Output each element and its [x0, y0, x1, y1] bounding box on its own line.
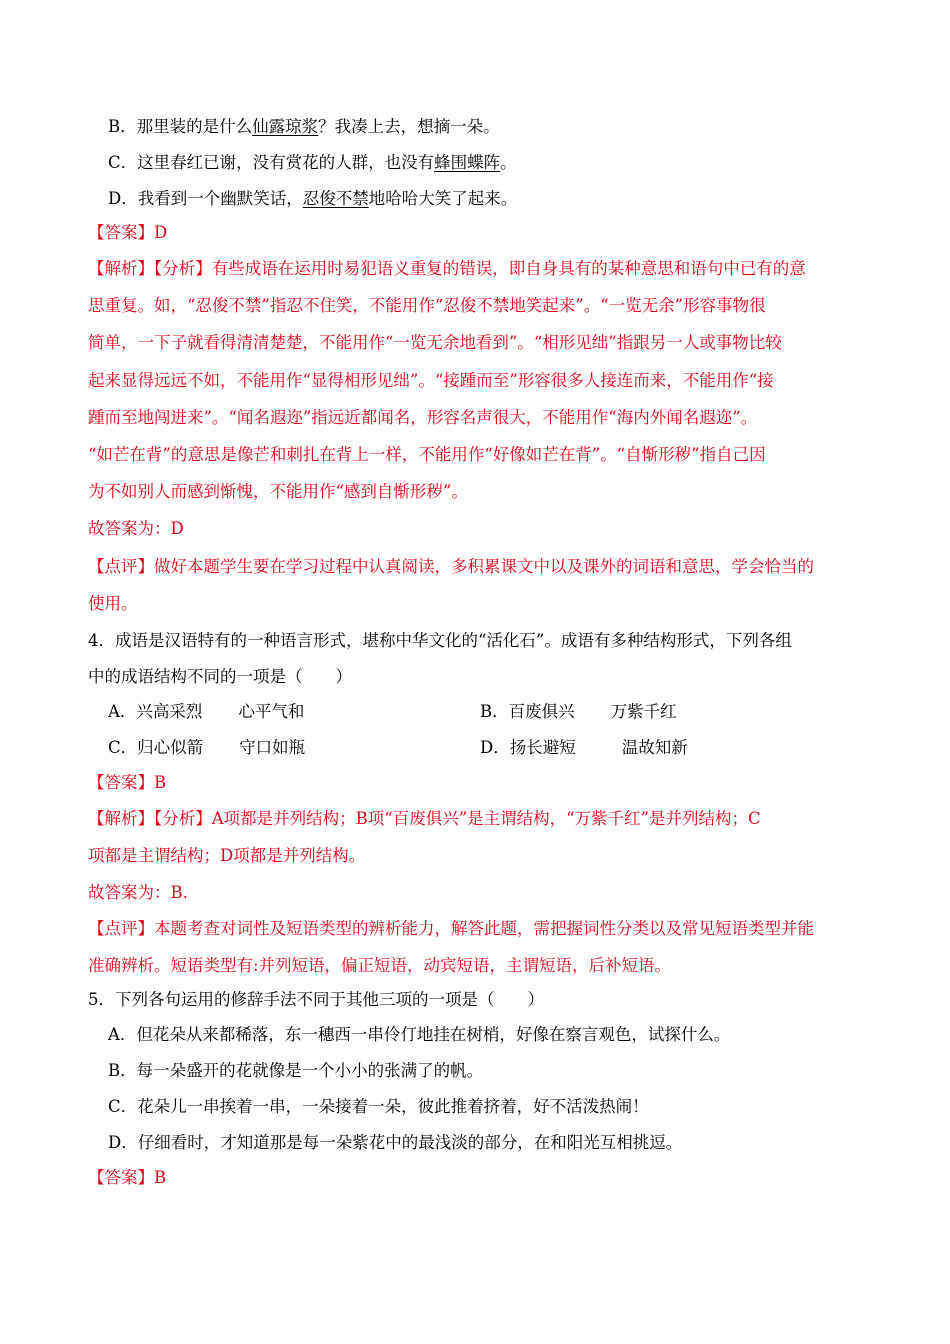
q4-stem-line-1: 4．成语是汉语特有的一种语言形式，堪称中华文化的“活化石”。成语有多种结构形式，下列各组	[88, 631, 792, 650]
q3-comment-line-1	[88, 555, 866, 579]
q3-option-b	[108, 115, 886, 139]
option-text: D．我看到一个幽默笑话，	[108, 189, 303, 208]
underlined-idiom: 仙露琼浆	[252, 117, 319, 136]
option-label: B．百废俱兴	[480, 702, 575, 721]
option-idiom: 心平气和	[238, 702, 305, 721]
answer-value: B	[154, 773, 167, 792]
answer-tag: 【答案】	[88, 1168, 154, 1187]
q4-option-d	[480, 736, 688, 760]
option-idiom: 万紫千红	[610, 702, 677, 721]
answer-tag: 【答案】	[88, 773, 154, 792]
underlined-idiom: 蜂围蝶阵	[434, 153, 501, 172]
option-label: C．归心似箭	[108, 738, 204, 757]
comment-text: 做好本题学生要在学习过程中认真阅读，多积累课文中以及课外的词语和意思，学会恰当的	[154, 557, 814, 576]
underlined-idiom: 忍俊不禁	[302, 189, 369, 208]
analysis-subtag: 【分析】	[154, 809, 212, 828]
option-text: C．这里春红已谢，没有赏花的人群，也没有	[108, 153, 435, 172]
q3-analysis-line-4: 起来显得远远不如，不能用作“显得相形见绌”。“接踵而至”形容很多人接连而来，不能用作“接	[88, 371, 774, 390]
option-text: 。	[500, 153, 517, 172]
q3-analysis-line-7: 为不如别人而感到惭愧，不能用作“感到自惭形秽”。	[88, 482, 468, 501]
q4-analysis-line-2: 项都是主谓结构；D项都是并列结构。	[88, 846, 366, 865]
option-text: B．那里装的是什么	[108, 117, 253, 136]
answer-value: D	[154, 223, 168, 242]
q4-options-row-1	[108, 700, 886, 724]
q3-answer	[88, 221, 866, 245]
comment-text: 本题考查对词性及短语类型的辨析能力，解答此题，需把握词性分类以及常见短语类型并能	[154, 919, 814, 938]
answer-tag: 【答案】	[88, 223, 154, 242]
q4-option-a	[108, 702, 304, 721]
q4-option-b	[480, 700, 677, 724]
q5-answer	[88, 1166, 866, 1190]
analysis-text: 有些成语在运用时易犯语义重复的错误，即自身具有的某种意思和语句中已有的意	[211, 259, 806, 278]
option-idiom: 温故知新	[621, 738, 688, 757]
option-label: D．扬长避短	[480, 738, 576, 757]
comment-tag: 【点评】	[88, 557, 154, 576]
q4-stem-line-2: 中的成语结构不同的一项是（ ）	[88, 667, 352, 686]
analysis-text: A项都是并列结构；B项“百废俱兴”是主谓结构，“万紫千红”是并列结构；C	[211, 809, 761, 828]
q3-analysis-line-1	[88, 257, 866, 281]
option-text: 地哈哈大笑了起来。	[368, 189, 518, 208]
q4-comment-line-2: 准确辨析。短语类型有:并列短语，偏正短语，动宾短语，主谓短语，后补短语。	[88, 956, 672, 975]
q3-analysis-line-5: 踵而至地闯进来”。“闻名遐迩”指远近都闻名，形容名声很大，不能用作“海内外闻名遐迩”。	[88, 408, 758, 427]
q4-option-c	[108, 738, 305, 757]
option-idiom: 守口如瓶	[239, 738, 306, 757]
q3-analysis-line-2: 思重复。如，“忍俊不禁”指忍不住笑，不能用作“忍俊不禁地笑起来”。“一览无余”形容事物很	[88, 296, 766, 315]
q3-conclusion: 故答案为：D	[88, 519, 184, 538]
answer-value: B	[154, 1168, 167, 1187]
q3-comment-line-2: 使用。	[88, 594, 138, 613]
q5-option-a: A．但花朵从来都稀落，东一穗西一串伶仃地挂在树梢，好像在察言观色，试探什么。	[108, 1025, 731, 1044]
q5-option-d: D．仔细看时，才知道那是每一朵紫花中的最浅淡的部分，在和阳光互相挑逗。	[108, 1133, 683, 1152]
q3-option-d	[108, 187, 886, 211]
q4-analysis-line-1	[88, 807, 866, 831]
q4-conclusion: 故答案为：B.	[88, 883, 188, 902]
q5-stem: 5．下列各句运用的修辞手法不同于其他三项的一项是（ ）	[88, 990, 544, 1009]
q3-analysis-line-3: 简单，一下子就看得清清楚楚，不能用作“一览无余地看到”。“相形见绌”指跟另一人或事物比较	[88, 333, 782, 352]
option-label: A．兴高采烈	[108, 702, 203, 721]
analysis-tag: 【解析】	[88, 259, 154, 278]
q5-option-c: C．花朵儿一串挨着一串，一朵接着一朵，彼此推着挤着，好不活泼热闹！	[108, 1097, 649, 1116]
analysis-subtag: 【分析】	[154, 259, 212, 278]
q4-answer	[88, 771, 866, 795]
q4-comment-line-1	[88, 917, 866, 941]
q3-option-c	[108, 151, 886, 175]
q3-analysis-line-6: “如芒在背”的意思是像芒和刺扎在背上一样，不能用作“好像如芒在背”。“自惭形秽”指自己因	[88, 445, 766, 464]
q4-options-row-2	[108, 736, 886, 760]
comment-tag: 【点评】	[88, 919, 154, 938]
option-text: ？我凑上去，想摘一朵。	[318, 117, 500, 136]
analysis-tag: 【解析】	[88, 809, 154, 828]
q5-option-b: B．每一朵盛开的花就像是一个小小的张满了的帆。	[108, 1061, 484, 1080]
